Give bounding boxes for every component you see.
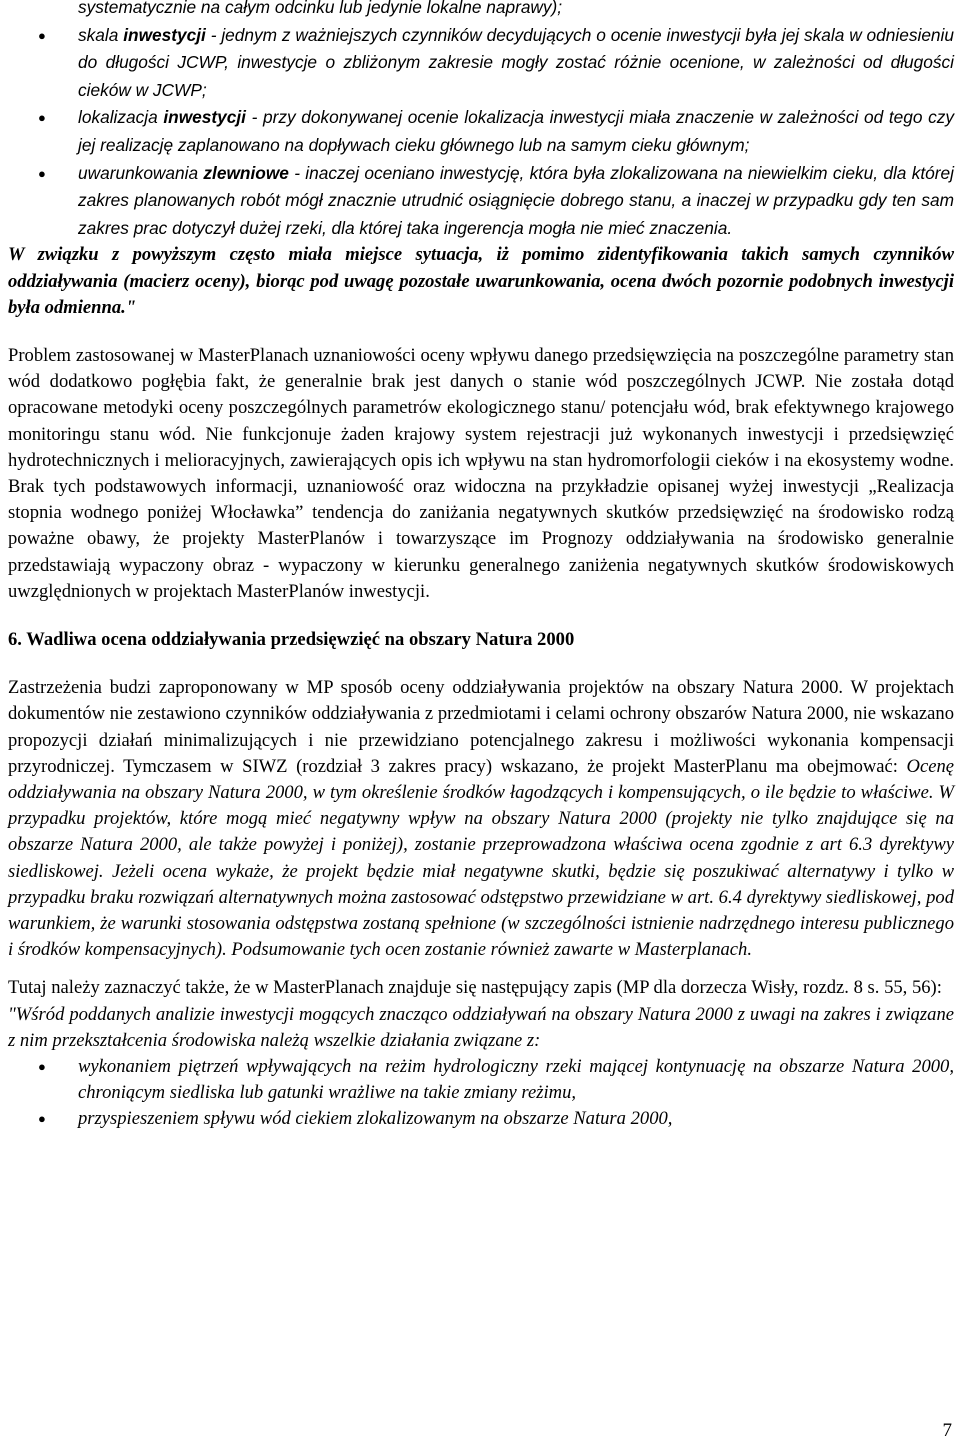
list-item: ● uwarunkowania zlewniowe - inaczej oceniano inwestycję, która była zlokalizowana na niewielkim cieku, dla której zakres planowanych robót mógł znacznie utrudnić osiągnięcie dobrego stanu, a inaczej w przypadku gdy ten sam zakres prac dotyczył dużej rzeki, dla której taka ingerencja mogła nie mieć znaczenia. xyxy=(8,160,954,243)
list-item: ● lokalizacja inwestycji - przy dokonywanej ocenie lokalizacja inwestycji miała znaczenie w zależności od tego czy jej realizację zaplanowano na dopływach cieku głównego lub na samym cieku głównym; xyxy=(8,104,954,159)
paragraph-note: Tutaj należy zaznaczyć także, że w MasterPlanach znajduje się następujący zapis (MP dla dorzecza Wisły, rozdz. 8 s. 55, 56): xyxy=(8,977,942,999)
bullet-icon: ● xyxy=(38,1059,46,1075)
paragraph-problem: Problem zastosowanej w MasterPlanach uznaniowości oceny wpływu danego przedsięwzięcia na poszczególne parametry stan wód dodatkowo pogłębia fakt, że generalnie brak jest danych o stanie wód poszczególnych JCWP. Nie została dotąd opracowane metodyki oceny poszczególnych parametrów ekologicznego stanu/ potencjału wód, brak efektywnego krajowego monitoringu stanu wód. Nie funkcjonuje żaden krajowy system rejestracji już wykonanych inwestycji i przedsięwzięć hydrotechnicznych i melioracyjnych, zawierających opis ich wpływu na stan hydromorfologii cieków i na ekosystemy wodne. Brak tych podstawowych informacji, uznaniowość oraz widoczna na przykładzie opisanej wyżej inwestycji „Realizacja stopnia wodnego poniżej Włocławka” tendencja do zaniżania negatywnych skutków przedsięwzięć na środowisko rodzą poważne obawy, że projekty MasterPlanów i towarzyszące im Prognozy oddziaływania na środowisko generalnie przedstawiają wypaczony obraz - wypaczony w kierunku generalnego zaniżenia negatywnych skutków środowiskowych uwzględnionych w projektach MasterPlanów inwestycji. xyxy=(8,344,954,602)
siwz-quote: Ocenę oddziaływania na obszary Natura 2000, w tym określenie środków łagodzących i kompensujących, o ile będzie to właściwe. W przypadku projektów, które mogą mieć negatywny wpływ na obszary Natura 2000 (projekty nie tylko znajdujące się na obszarze Natura 2000, ale także powyżej i poniżej), zostanie przeprowadzona właściwa ocena zgodnie z art 6.3 dyrektywy siedliskowej. Jeżeli ocena wykaże, że projekt będzie miał negatywne skutki, będzie się poszukiwać alternatywy i tylko w przypadku braku rozwiązań alternatywnych można zastosować odstępstwo przewidziane w art. 6.4 dyrektywy siedliskowej, pod warunkiem, że warunki stosowania odstępstwa zostaną spełnione (w szczególności istnienie nadrzędnego interesu publicznego i środków kompensacyjnych). Podsumowanie tych ocen zostanie również zawarte w Masterplanach. xyxy=(8,755,954,961)
page-number: 7 xyxy=(942,1420,952,1441)
list-item: ● skala inwestycji - jednym z ważniejszych czynników decydujących o ocenie inwestycji była jej skala w odniesieniu do długości JCWP, inwestycje o zbliżonym zakresie mogły zostać różnie ocenione, w zależności od długości cieków w JCWP; xyxy=(8,22,954,105)
bullet-icon: ● xyxy=(38,165,46,181)
quote-intro: "Wśród poddanych analizie inwestycji mogących znacząco oddziaływań na obszary Natura 2000 z uwagi na zakres i związane z nim przekształcenia środowiska należą wszelkie działania związane z: xyxy=(8,1003,954,1051)
impact-list xyxy=(8,1054,954,1133)
list-item: ● wykonaniem piętrzeń wpływających na reżim hydrologiczny rzeki mającej kontynuację na obszarze Natura 2000, chroniącym siedliska lub gatunki wrażliwe na takie zmiany reżimu, xyxy=(38,1056,954,1104)
bullet-icon: ● xyxy=(38,110,46,126)
bullet-icon: ● xyxy=(38,27,46,43)
bullet-icon: ● xyxy=(38,1111,46,1127)
bold-quote: W związku z powyższym często miała miejsce sytuacja, iż pomimo zidentyfikowania takich samych czynników oddziaływania (macierz oceny), biorąc pod uwagę pozostałe uwarunkowania, ocena dwóch pozornie podobnych inwestycji była odmienna." xyxy=(8,244,954,318)
section-heading: 6. Wadliwa ocena oddziaływania przedsięwzięć na obszary Natura 2000 xyxy=(8,628,575,650)
paragraph-natura: Zastrzeżenia budzi zaproponowany w MP sposób oceny oddziaływania projektów na obszary Natura 2000. W projektach dokumentów nie zestawiono czynników oddziaływania z przedmiotami i celami ochrony obszarów Natura 2000, nie wskazano propozycji działań minimalizujących i nie przewidziano potencjalnego zakresu i możliwości wykonania kompensacji przyrodniczej. Tymczasem w SIWZ (rozdział 3 zakres pracy) wskazano, że projekt MasterPlanu ma obejmować: Ocenę oddziaływania na obszary Natura 2000, w tym określenie środków łagodzących i kompensujących, o ile będzie to właściwe. W przypadku projektów, które mogą mieć negatywny wpływ na obszary Natura 2000 (projekty nie tylko znajdujące się na obszarze Natura 2000, ale także powyżej i poniżej), zostanie przeprowadzona właściwa ocena zgodnie z art 6.3 dyrektywy siedliskowej. Jeżeli ocena wykaże, że projekt będzie miał negatywne skutki, będzie się poszukiwać alternatywy i tylko w przypadku braku rozwiązań alternatywnych można zastosować odstępstwo przewidziane w art. 6.4 dyrektywy siedliskowej, pod warunkiem, że warunki stosowania odstępstwa zostaną spełnione (w szczególności istnienie nadrzędnego interesu publicznego i środków kompensacyjnych). Podsumowanie tych ocen zostanie również zawarte w Masterplanach. xyxy=(8,677,954,961)
lead-line: systematycznie na całym odcinku lub jedynie lokalne naprawy); xyxy=(78,0,563,17)
factor-list xyxy=(8,22,954,243)
list-item: ● przyspieszeniem spływu wód ciekiem zlokalizowanym na obszarze Natura 2000, xyxy=(8,1106,954,1132)
